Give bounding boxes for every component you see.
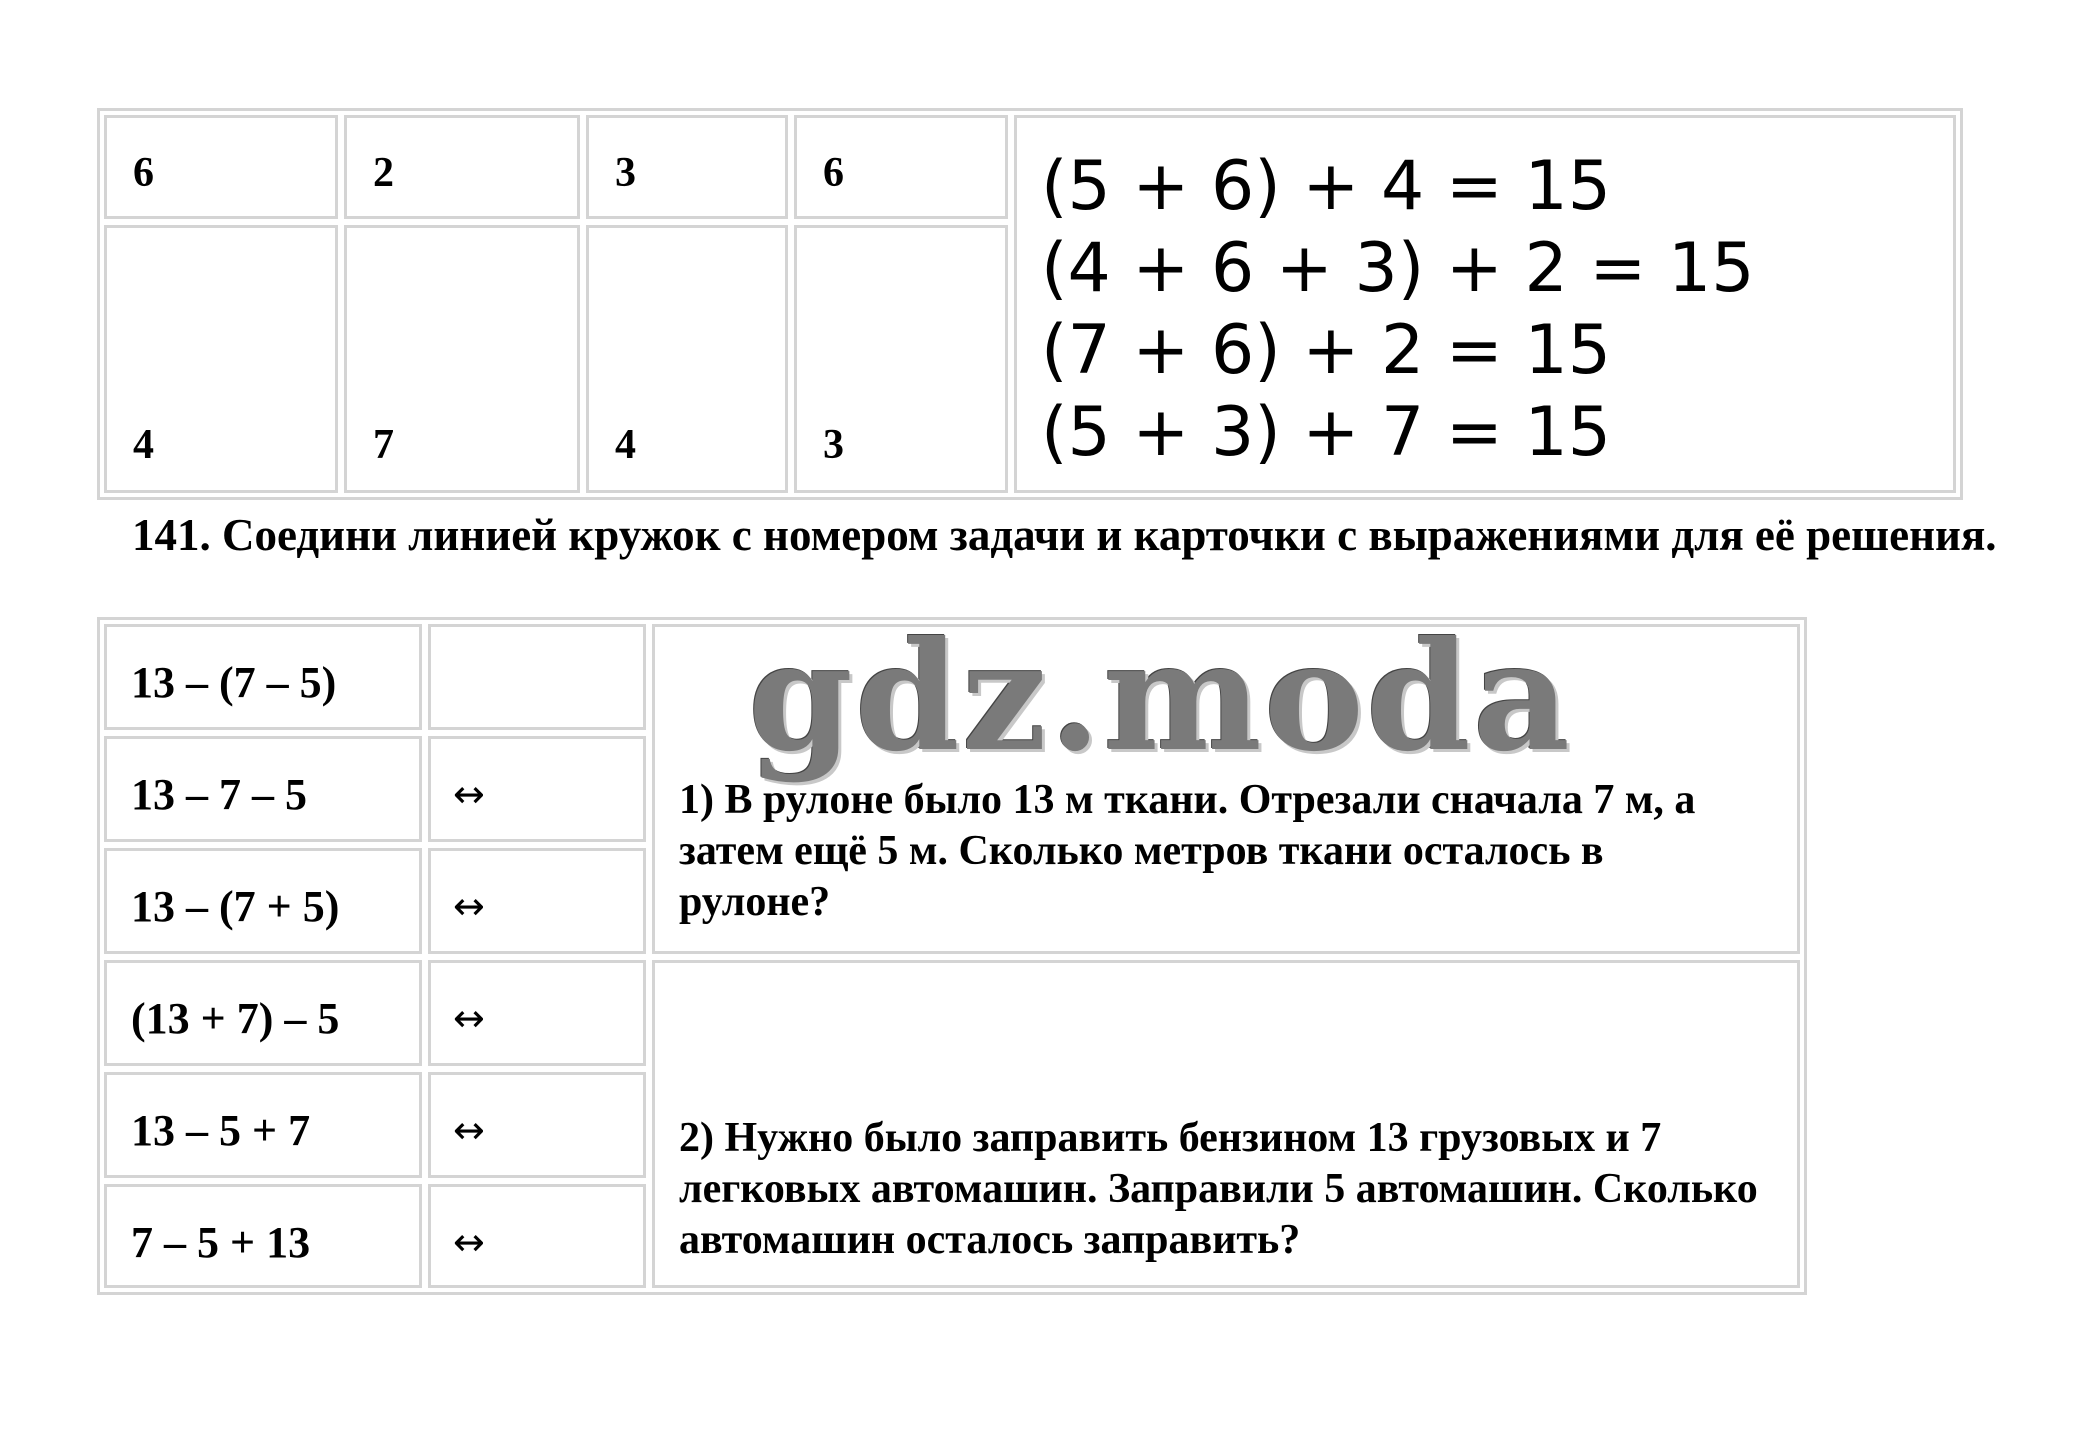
grid-cell-bottom-4	[794, 225, 1008, 493]
expression-cell-1	[104, 624, 422, 730]
grid-cell-bottom-3	[586, 225, 788, 493]
equation-line: (4 + 6 + 3) + 2 = 15	[1041, 229, 1755, 308]
grid-cell-top-1	[104, 115, 338, 219]
mark-cell-4	[428, 960, 646, 1066]
equation-line: (7 + 6) + 2 = 15	[1041, 311, 1611, 390]
double-arrow-icon: ↔	[453, 772, 485, 816]
double-arrow-icon: ↔	[453, 996, 485, 1040]
grid-cell-bottom-2	[344, 225, 580, 493]
task-cell-2	[652, 960, 1800, 1288]
grid-number: 2	[373, 150, 394, 196]
expression-text: 13 – 5 + 7	[131, 1106, 311, 1155]
watermark-logo: gdz.moda	[748, 609, 1573, 785]
equations-cell	[1014, 115, 1956, 493]
expression-cell-3	[104, 848, 422, 954]
grid-cell-bottom-1	[104, 225, 338, 493]
grid-number: 6	[823, 150, 844, 196]
grid-number: 7	[373, 422, 394, 468]
expression-text: 13 – 7 – 5	[131, 770, 307, 819]
equation-line: (5 + 6) + 4 = 15	[1041, 147, 1611, 226]
double-arrow-icon: ↔	[453, 1220, 485, 1264]
mark-cell-1	[428, 624, 646, 730]
expression-cell-2	[104, 736, 422, 842]
grid-cell-top-2	[344, 115, 580, 219]
expression-cell-4	[104, 960, 422, 1066]
grid-number: 6	[133, 150, 154, 196]
grid-number: 3	[615, 150, 636, 196]
double-arrow-icon: ↔	[453, 1108, 485, 1152]
mark-cell-3	[428, 848, 646, 954]
mark-cell-2	[428, 736, 646, 842]
equations-list	[1041, 146, 1754, 474]
grid-number: 3	[823, 422, 844, 468]
double-arrow-icon: ↔	[453, 884, 485, 928]
grid-cell-top-3	[586, 115, 788, 219]
grid-number: 4	[133, 422, 154, 468]
exercise-heading: 141. Соедини линией кружок с номером задачи и карточки с выражениями для её решения.	[132, 510, 1997, 560]
grid-number: 4	[615, 422, 636, 468]
task-1-text: 1) В рулоне было 13 м ткани. Отрезали сначала 7 м, а затем ещё 5 м. Сколько метров ткани осталось в рулоне?	[679, 777, 1696, 925]
mark-cell-6	[428, 1184, 646, 1288]
expression-text: 13 – (7 + 5)	[131, 882, 340, 931]
equation-line: (5 + 3) + 7 = 15	[1041, 393, 1611, 472]
expression-cell-6	[104, 1184, 422, 1288]
task-2-text: 2) Нужно было заправить бензином 13 грузовых и 7 легковых автомашин. Заправили 5 автомашин. Сколько автомашин осталось заправить?	[679, 1115, 1758, 1263]
mark-cell-5	[428, 1072, 646, 1178]
expression-text: 7 – 5 + 13	[131, 1218, 311, 1267]
grid-cell-top-4	[794, 115, 1008, 219]
expression-text: 13 – (7 – 5)	[131, 658, 337, 707]
expression-text: (13 + 7) – 5	[131, 994, 340, 1043]
expression-cell-5	[104, 1072, 422, 1178]
